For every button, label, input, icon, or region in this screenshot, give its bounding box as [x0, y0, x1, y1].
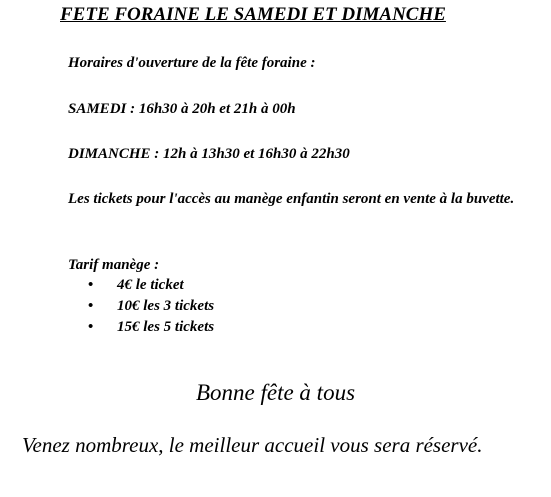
- sunday-hours: DIMANCHE : 12h à 13h30 et 16h30 à 22h30: [68, 146, 350, 162]
- page-title: FETE FORAINE LE SAMEDI ET DIMANCHE: [60, 4, 446, 25]
- list-item: [88, 275, 214, 296]
- opening-hours-heading: Horaires d'ouverture de la fête foraine :: [68, 55, 316, 71]
- list-item: [88, 317, 214, 338]
- greeting: Bonne fête à tous: [195, 380, 356, 405]
- bullet-icon: •: [88, 277, 94, 293]
- tickets-info: Les tickets pour l'accès au manège enfantin seront en vente à la buvette.: [68, 191, 515, 207]
- closing-message: Venez nombreux, le meilleur accueil vous sera réservé.: [22, 433, 483, 457]
- tariff-item: 4€ le ticket: [117, 277, 184, 293]
- saturday-hours: SAMEDI : 16h30 à 20h et 21h à 00h: [68, 101, 296, 117]
- tariff-item: 10€ les 3 tickets: [117, 298, 215, 314]
- bullet-icon: •: [88, 319, 94, 335]
- tariff-item: 15€ les 5 tickets: [117, 319, 215, 335]
- list-item: [88, 296, 214, 317]
- tariff-list: [88, 275, 214, 338]
- bullet-icon: •: [88, 298, 94, 314]
- tariff-label: Tarif manège :: [68, 257, 160, 273]
